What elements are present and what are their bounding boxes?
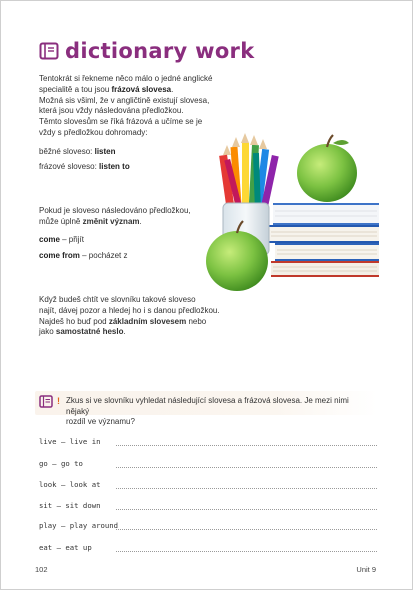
book-icon	[39, 395, 53, 408]
page-number: 102	[35, 565, 48, 574]
example-come-from: come from – pocházet z	[39, 251, 128, 260]
warning-icon: !	[57, 396, 60, 406]
green-apple-icon	[297, 135, 357, 202]
verb-pair: live – live in	[39, 437, 101, 446]
example-basic-verb: běžné sloveso: listen	[39, 147, 116, 156]
example-phrasal-verb: frázové sloveso: listen to	[39, 162, 130, 171]
highlight-term: změnit význam	[82, 216, 140, 226]
verb-pair: eat – eat up	[39, 543, 92, 552]
exercise-row	[39, 437, 377, 449]
answer-line[interactable]	[116, 551, 377, 552]
answer-line[interactable]	[116, 467, 377, 468]
section-header	[39, 39, 254, 63]
highlight-term: frázová slovesa	[111, 84, 172, 94]
intro-line: specialitě a tou jsou frázová slovesa.	[39, 84, 174, 94]
intro-line: Těmto slovesům se říká frázová a učíme se je	[39, 117, 203, 127]
intro-line: vždy s předložkou dohromady:	[39, 127, 148, 137]
exercise-row	[39, 543, 377, 555]
verb-pair: go – go to	[39, 459, 83, 468]
unit-label: Unit 9	[356, 565, 376, 574]
answer-line[interactable]	[116, 488, 377, 489]
intro-line: která jsou vždy následována předložkou.	[39, 106, 184, 116]
exercise-row	[39, 480, 377, 492]
exercise-row	[39, 521, 377, 533]
answer-line[interactable]	[116, 509, 377, 510]
dictionary-tip-paragraph: Když budeš chtít ve slovníku takové sloveso najít, dávej pozor a hledej ho i s danou předložkou. Najdeš ho buď pod základním slovesem nebo jako samostatné heslo.	[39, 295, 220, 337]
pencils-books-apples-illustration	[203, 133, 383, 303]
example-come: come – přijít	[39, 235, 84, 244]
answer-line[interactable]	[116, 445, 377, 446]
intro-paragraph	[39, 74, 244, 139]
verb-pair: sit – sit down	[39, 501, 101, 510]
meaning-paragraph: Pokud je sloveso následováno předložkou, může úplně změnit význam.	[39, 206, 191, 226]
verb-pair: play – play around	[39, 521, 119, 530]
page-title: dictionary work	[65, 39, 255, 63]
task-instruction: Zkus si ve slovníku vyhledat následující slovesa a frázová slovesa. Je mezi nimi nějaký rozdíl ve významu?	[66, 396, 349, 426]
answer-line[interactable]	[116, 529, 377, 530]
exercise-row	[39, 501, 377, 513]
highlight-term: základním slovesem	[108, 316, 187, 326]
verb-pair: look – look at	[39, 480, 101, 489]
intro-line: Možná sis všiml, že v angličtině existují slovesa,	[39, 95, 210, 105]
exercise-row	[39, 459, 377, 471]
highlight-term: samostatné heslo	[55, 327, 124, 337]
book-stack	[269, 203, 379, 277]
intro-line: Tentokrát si řekneme něco málo o jedné anglické	[39, 74, 213, 83]
book-icon	[39, 42, 59, 60]
